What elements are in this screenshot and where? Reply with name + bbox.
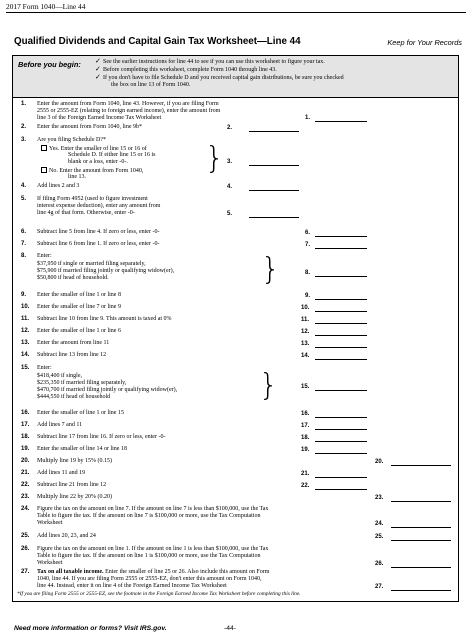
line-27-input[interactable]: [391, 584, 451, 591]
line-6-input[interactable]: [315, 230, 367, 237]
worksheet-frame: Before you begin: ✓ See the earlier instructions for line 44 to see if you can use this worksheet to figure your tax. ✓ Before completing this worksheet, complete Form 1040 through line 43. ✓ If you don't have to file Schedule D and you received capital gain distributions, be sure you checked the box on line 13 of Form 1040. 1. Enter the amount from Form 1040, line 43. However, if you are filing Form 2555 or 2555-EZ (relating to foreign earned income), enter the amount from line 3 of the Foreign Earned Income Tax Worksheet 1. 2. Enter the amount from Form 1040, line 9b* 2. 3. Are you filing Schedule D?* Yes. Enter the smaller of line 15 or 16 of Schedule D. If either line 15 or 16 is blank or a loss, enter -0-. No. Enter the amount from Form 1040, line 13. } 3. 4. Add lines 2 and 3 4. 5. If filing Form 4952 (used to figure investment interest expense deduction), enter any amount from line 4g of that form. Otherwise, enter -0- 5. 6. Subtract line 5 from line 4. If zero or less, enter -0- 6. 7. Subtract line 6 from line 1. If zero or less, enter -0- 7. 8. Enter: $37,950 if single or married filing separately, $75,900 if married filing jointly or qualifying widow(er), $50,800 if head of household. } 8. 9. Enter the smaller of line 1 or line 8 9. 10. Enter the smaller of line 7 or line 9 10. 11. Subtract line 10 from line 9. This amount is taxed at 0% 11. 12. Enter the smaller of line 1 or line 6 12. 13. Enter the amount from line 11 13. 14. Subtract line 13 from line 12 14. 15. Enter: $418,400 if single, $235,350 if married filing separately, $470,700 if married filing jointly or qualifying widow(er), $444,550 if head of household } 15. 16. Enter the smaller of line 1 or line 15 16. 17. Add lines 7 and 11 17. 18. Subtract line 17 from line 16. If zero or less, enter -0- 18. 19. Enter the smaller of line 14 or line 18 19. 20. Multiply line 19 by 15% (0.15) 20. 21. Add lines 11 and 19 21. 22. Subtract line 21 from line 12 22. 23. Multiply line 22 by 20% (0.20) 23. 24. Figure the tax on the amount on line 7. If the amount on line 7 is less than $100,000, use the Tax Table to figure the tax. If the amount on line 7 is $100,000 or more, use the Tax Computation Worksheet 24. 25. Add lines 20, 23, and 24 25. 26. Figure the tax on the amount on line 1. If the amount on line 1 is less than $100,000, use the Tax Table to figure the tax. If the amount on line 1 is $100,000 or more, use the Tax Computation Worksheet 26. 27. Tax on all taxable income. Enter the smaller of line 25 or 26. Also include this amount on Form 1040, line 44. If you are filing Form 2555 or 2555-EZ, don't enter this amount on Form 1040, line 44. Instead, enter it on line 4 of the Foreign Earned Income Tax Worksheet 27. *If you are filing Form 2555 or 2555-EZ, see the footnote in the Foreign Earned Income Tax Worksheet before completing this line.: [12, 55, 459, 602]
checkmark-icon: ✓: [95, 73, 101, 81]
line-26-input[interactable]: [391, 561, 451, 568]
worksheet-title: Qualified Dividends and Capital Gain Tax Worksheet—Line 44: [14, 36, 301, 47]
line-5-input[interactable]: [249, 211, 299, 218]
brace-icon: }: [261, 252, 281, 287]
form-reference: 2017 Form 1040—Line 44: [6, 2, 86, 11]
line-2-input[interactable]: [249, 125, 299, 132]
line-21-input[interactable]: [315, 471, 367, 478]
brace-icon: }: [259, 368, 279, 403]
line-4-input[interactable]: [249, 184, 299, 191]
line-16-input[interactable]: [315, 411, 367, 418]
line-19-input[interactable]: [315, 447, 367, 454]
footer-info: Need more information or forms? Visit IRS.gov.: [14, 625, 167, 632]
yes-checkbox[interactable]: [41, 145, 47, 151]
line-24-input[interactable]: [391, 521, 451, 528]
checkmark-icon: ✓: [95, 65, 101, 73]
line-23-input[interactable]: [391, 495, 451, 502]
line-14-input[interactable]: [315, 353, 367, 360]
line-10-input[interactable]: [315, 305, 367, 312]
page-number: -44-: [224, 625, 237, 632]
line-18-input[interactable]: [315, 435, 367, 442]
line-15-input[interactable]: [315, 384, 367, 391]
line-1-input[interactable]: [315, 115, 367, 122]
line-11-input[interactable]: [315, 317, 367, 324]
begin-item-1: ✓ See the earlier instructions for line 44 to see if you can use this worksheet to figure your tax.: [95, 57, 325, 65]
line-12-input[interactable]: [315, 329, 367, 336]
begin-item-3-cont: the box on line 13 of Form 1040.: [111, 82, 191, 88]
line-22-input[interactable]: [315, 483, 367, 490]
before-you-begin-box: [13, 56, 458, 98]
begin-item-2: ✓ Before completing this worksheet, complete Form 1040 through line 43.: [95, 65, 277, 73]
checkmark-icon: ✓: [95, 57, 101, 65]
header-rule: [6, 12, 466, 13]
line-13-input[interactable]: [315, 341, 367, 348]
line-25-input[interactable]: [391, 534, 451, 541]
brace-icon: }: [205, 141, 225, 176]
before-you-begin-label: Before you begin:: [18, 60, 81, 69]
line-7-input[interactable]: [315, 242, 367, 249]
footnote: *If you are filing Form 2555 or 2555-EZ, see the footnote in the Foreign Earned Income Tax Worksheet before completing this line.: [17, 591, 301, 597]
line-17-input[interactable]: [315, 423, 367, 430]
line-3-input[interactable]: [249, 159, 299, 166]
no-checkbox[interactable]: [41, 167, 47, 173]
line-20-input[interactable]: [391, 459, 451, 466]
keep-records-note: Keep for Your Records: [387, 38, 462, 47]
line-8-input[interactable]: [315, 270, 367, 277]
begin-item-3: ✓ If you don't have to file Schedule D and you received capital gain distributions, be sure you checked: [95, 73, 344, 81]
line-9-input[interactable]: [315, 293, 367, 300]
